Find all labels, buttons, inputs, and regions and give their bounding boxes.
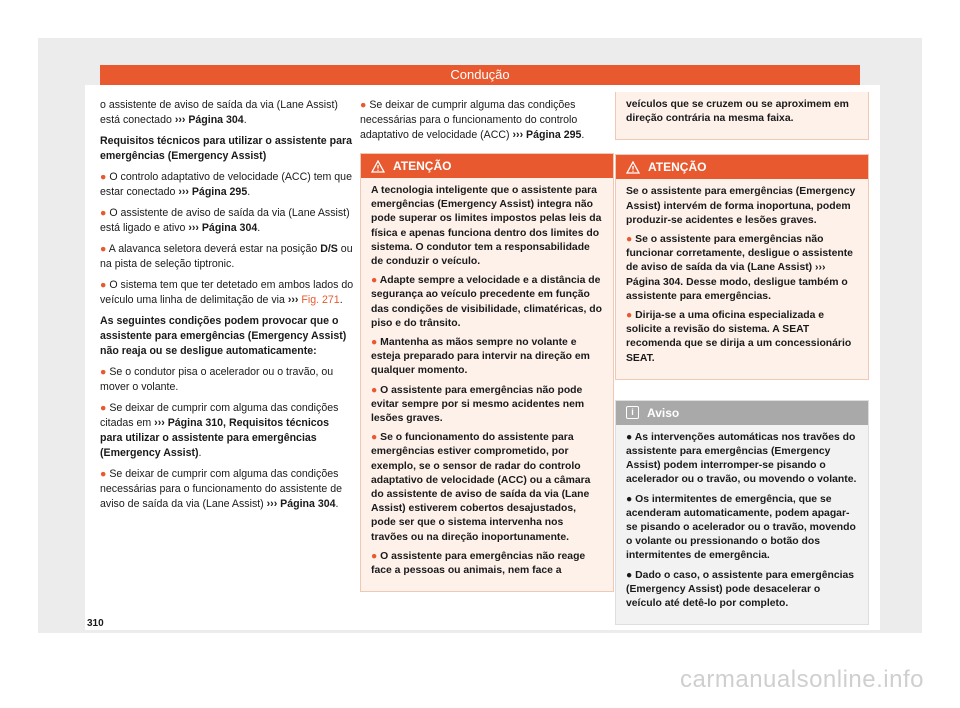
list-item: ● Se deixar de cumprir com alguma das condições necessárias para o funcionamento do assistente de aviso de saída da via (Lane Assist) ››› Página 304. <box>100 468 343 510</box>
page-reference[interactable]: ››› Página 304 <box>174 114 244 126</box>
warning-box <box>360 153 614 592</box>
column-3 <box>615 92 869 625</box>
warning-header <box>361 154 613 178</box>
section-header: Condução <box>100 65 860 85</box>
warning-continuation: veículos que se cruzem ou se aproximem em direção contrária na mesma faixa. <box>626 99 849 125</box>
note-box <box>615 400 869 625</box>
warning-triangle-icon <box>626 161 640 174</box>
warning-intro: A tecnologia inteligente que o assistente para emergências (Emergency Assist) integra não pode superar os limites impostos pelas leis da física e apenas funciona dentro dos limites do sistema. O condutor tem a responsabilidade de conduzir o veículo. <box>371 185 602 268</box>
list-item: ● O sistema tem que ter detetado em ambos lados do veículo uma linha de delimitação de via ››› Fig. 271. <box>100 279 354 306</box>
page-reference[interactable]: ››› Página 304 <box>266 498 336 510</box>
bullet-icon: ● <box>100 468 107 480</box>
section-heading: Requisitos técnicos para utilizar o assistente para emergências (Emergency Assist) <box>100 135 352 162</box>
bullet-icon: ● <box>360 99 367 111</box>
figure-reference[interactable]: Fig. 271 <box>301 294 340 306</box>
bullet-icon: ● <box>100 171 107 183</box>
bullet-icon: ● <box>371 432 378 444</box>
bullet-icon: ● <box>371 550 378 562</box>
list-item: ● Se deixar de cumprir com alguma das condições citadas em ››› Página 310, Requisitos técnicos para utilizar o assistente para emergências (Emergency Assist). <box>100 402 339 459</box>
note-body <box>616 425 868 624</box>
page-number: 310 <box>87 618 104 629</box>
page-reference[interactable]: ››› Página 295 <box>178 186 248 198</box>
warning-body <box>361 178 613 591</box>
warning-intro: Se o assistente para emergências (Emergency Assist) intervém de forma inoportuna, podem produzir-se acidentes e lesões graves. <box>626 186 856 226</box>
bullet-icon: ● <box>371 337 378 349</box>
list-item: ● O assistente para emergências não reage face a pessoas ou animais, nem face a <box>371 550 586 577</box>
list-item: ● Dirija-se a uma oficina especializada e solicite a revisão do sistema. A SEAT recomenda que se dirija a um concessionário SEAT. <box>626 310 852 364</box>
list-item: ● Se deixar de cumprir alguma das condições necessárias para o funcionamento do controlo adaptativo de velocidade (ACC) ››› Página 295. <box>360 99 585 141</box>
page-reference[interactable]: ››› Página 304 <box>626 262 826 288</box>
list-item: ● Se o condutor pisa o acelerador ou o travão, ou mover o volante. <box>100 366 334 393</box>
warning-box <box>615 154 869 379</box>
list-item: ● A alavanca seletora deverá estar na posição D/S ou na pista de seleção tiptronic. <box>100 243 353 270</box>
bullet-icon: ● <box>100 243 107 255</box>
warning-header <box>616 155 868 179</box>
page-reference[interactable]: ››› Página 304 <box>188 222 258 234</box>
bullet-icon: ● <box>100 279 107 291</box>
warning-body <box>616 179 868 378</box>
page-reference[interactable]: ››› Página 295 <box>512 129 582 141</box>
list-item: ● Se o funcionamento do assistente para emergências estiver comprometido, por exemplo, se o sensor de radar do controlo adaptativo de velocidade (ACC) ou a câmara do assistente de aviso de saída da via (Lane Assist) estiverem cobertos desajustados, pode ser que o sistema intervenha nos travões ou na direção inoportunamente. <box>371 432 591 543</box>
list-item: ● Adapte sempre a velocidade e a distância de segurança ao veículo precedente em função das condições de visibilidade, climatéricas, do piso e do trânsito. <box>371 275 602 329</box>
warning-title: ATENÇÃO <box>393 159 452 173</box>
list-item: ● O assistente de aviso de saída da via (Lane Assist) está ligado e ativo ››› Página 304. <box>100 207 350 234</box>
section-heading: As seguintes condições podem provocar que o assistente para emergências (Emergency Assist) não reaja ou se desligue automaticamente: <box>100 315 347 357</box>
warning-triangle-icon <box>371 160 385 173</box>
watermark: carmanualsonline.info <box>680 666 924 693</box>
list-item: ● Se o assistente para emergências não funcionar corretamente, desligue o assistente de aviso de saída da via (Lane Assist) ››› Página 304. Desse modo, desligue também o assistente para emergências. <box>626 234 853 302</box>
list-item: ● O assistente para emergências não pode evitar sempre por si mesmo acidentes nem lesões graves. <box>371 384 585 425</box>
column-2 <box>360 98 614 592</box>
bullet-icon: ● <box>100 402 107 414</box>
bullet-icon: ● <box>371 275 378 287</box>
list-item: ● As intervenções automáticas nos travões do assistente para emergências (Emergency Assist) podem interromper-se pisando o acelerador ou o travão, ou movendo o volante. <box>626 431 857 486</box>
bullet-icon: ● <box>626 234 633 246</box>
list-item: ● O controlo adaptativo de velocidade (ACC) tem que estar conectado ››› Página 295. <box>100 171 352 198</box>
note-header <box>616 401 868 425</box>
bullet-icon: ● <box>100 366 107 378</box>
bullet-icon: ● <box>626 310 633 322</box>
warning-box-continued <box>615 92 869 140</box>
info-icon: i <box>626 406 639 419</box>
list-item: ● Mantenha as mãos sempre no volante e esteja preparado para intervir na direção em qualquer momento. <box>371 337 590 377</box>
warning-title: ATENÇÃO <box>648 160 707 175</box>
column-1 <box>100 98 354 518</box>
page-reference[interactable]: ››› Página 310, Requisitos técnicos para utilizar o assistente para emergências (Emergency Assist) <box>100 417 330 459</box>
bullet-icon: ● <box>371 384 378 396</box>
list-item: ● Os intermitentes de emergência, que se acenderam automaticamente, podem apagar-se pisando o acelerador ou o travão, movendo o volante ou pressionando o botão dos intermitentes de emergência. <box>626 493 856 562</box>
paragraph: o assistente de aviso de saída da via (Lane Assist) está conectado ››› Página 304. <box>100 99 338 126</box>
note-title: Aviso <box>647 405 680 420</box>
bullet-icon: ● <box>100 207 107 219</box>
list-item: ● Dado o caso, o assistente para emergências (Emergency Assist) pode desacelerar o veículo até detê-lo por completo. <box>626 569 855 610</box>
